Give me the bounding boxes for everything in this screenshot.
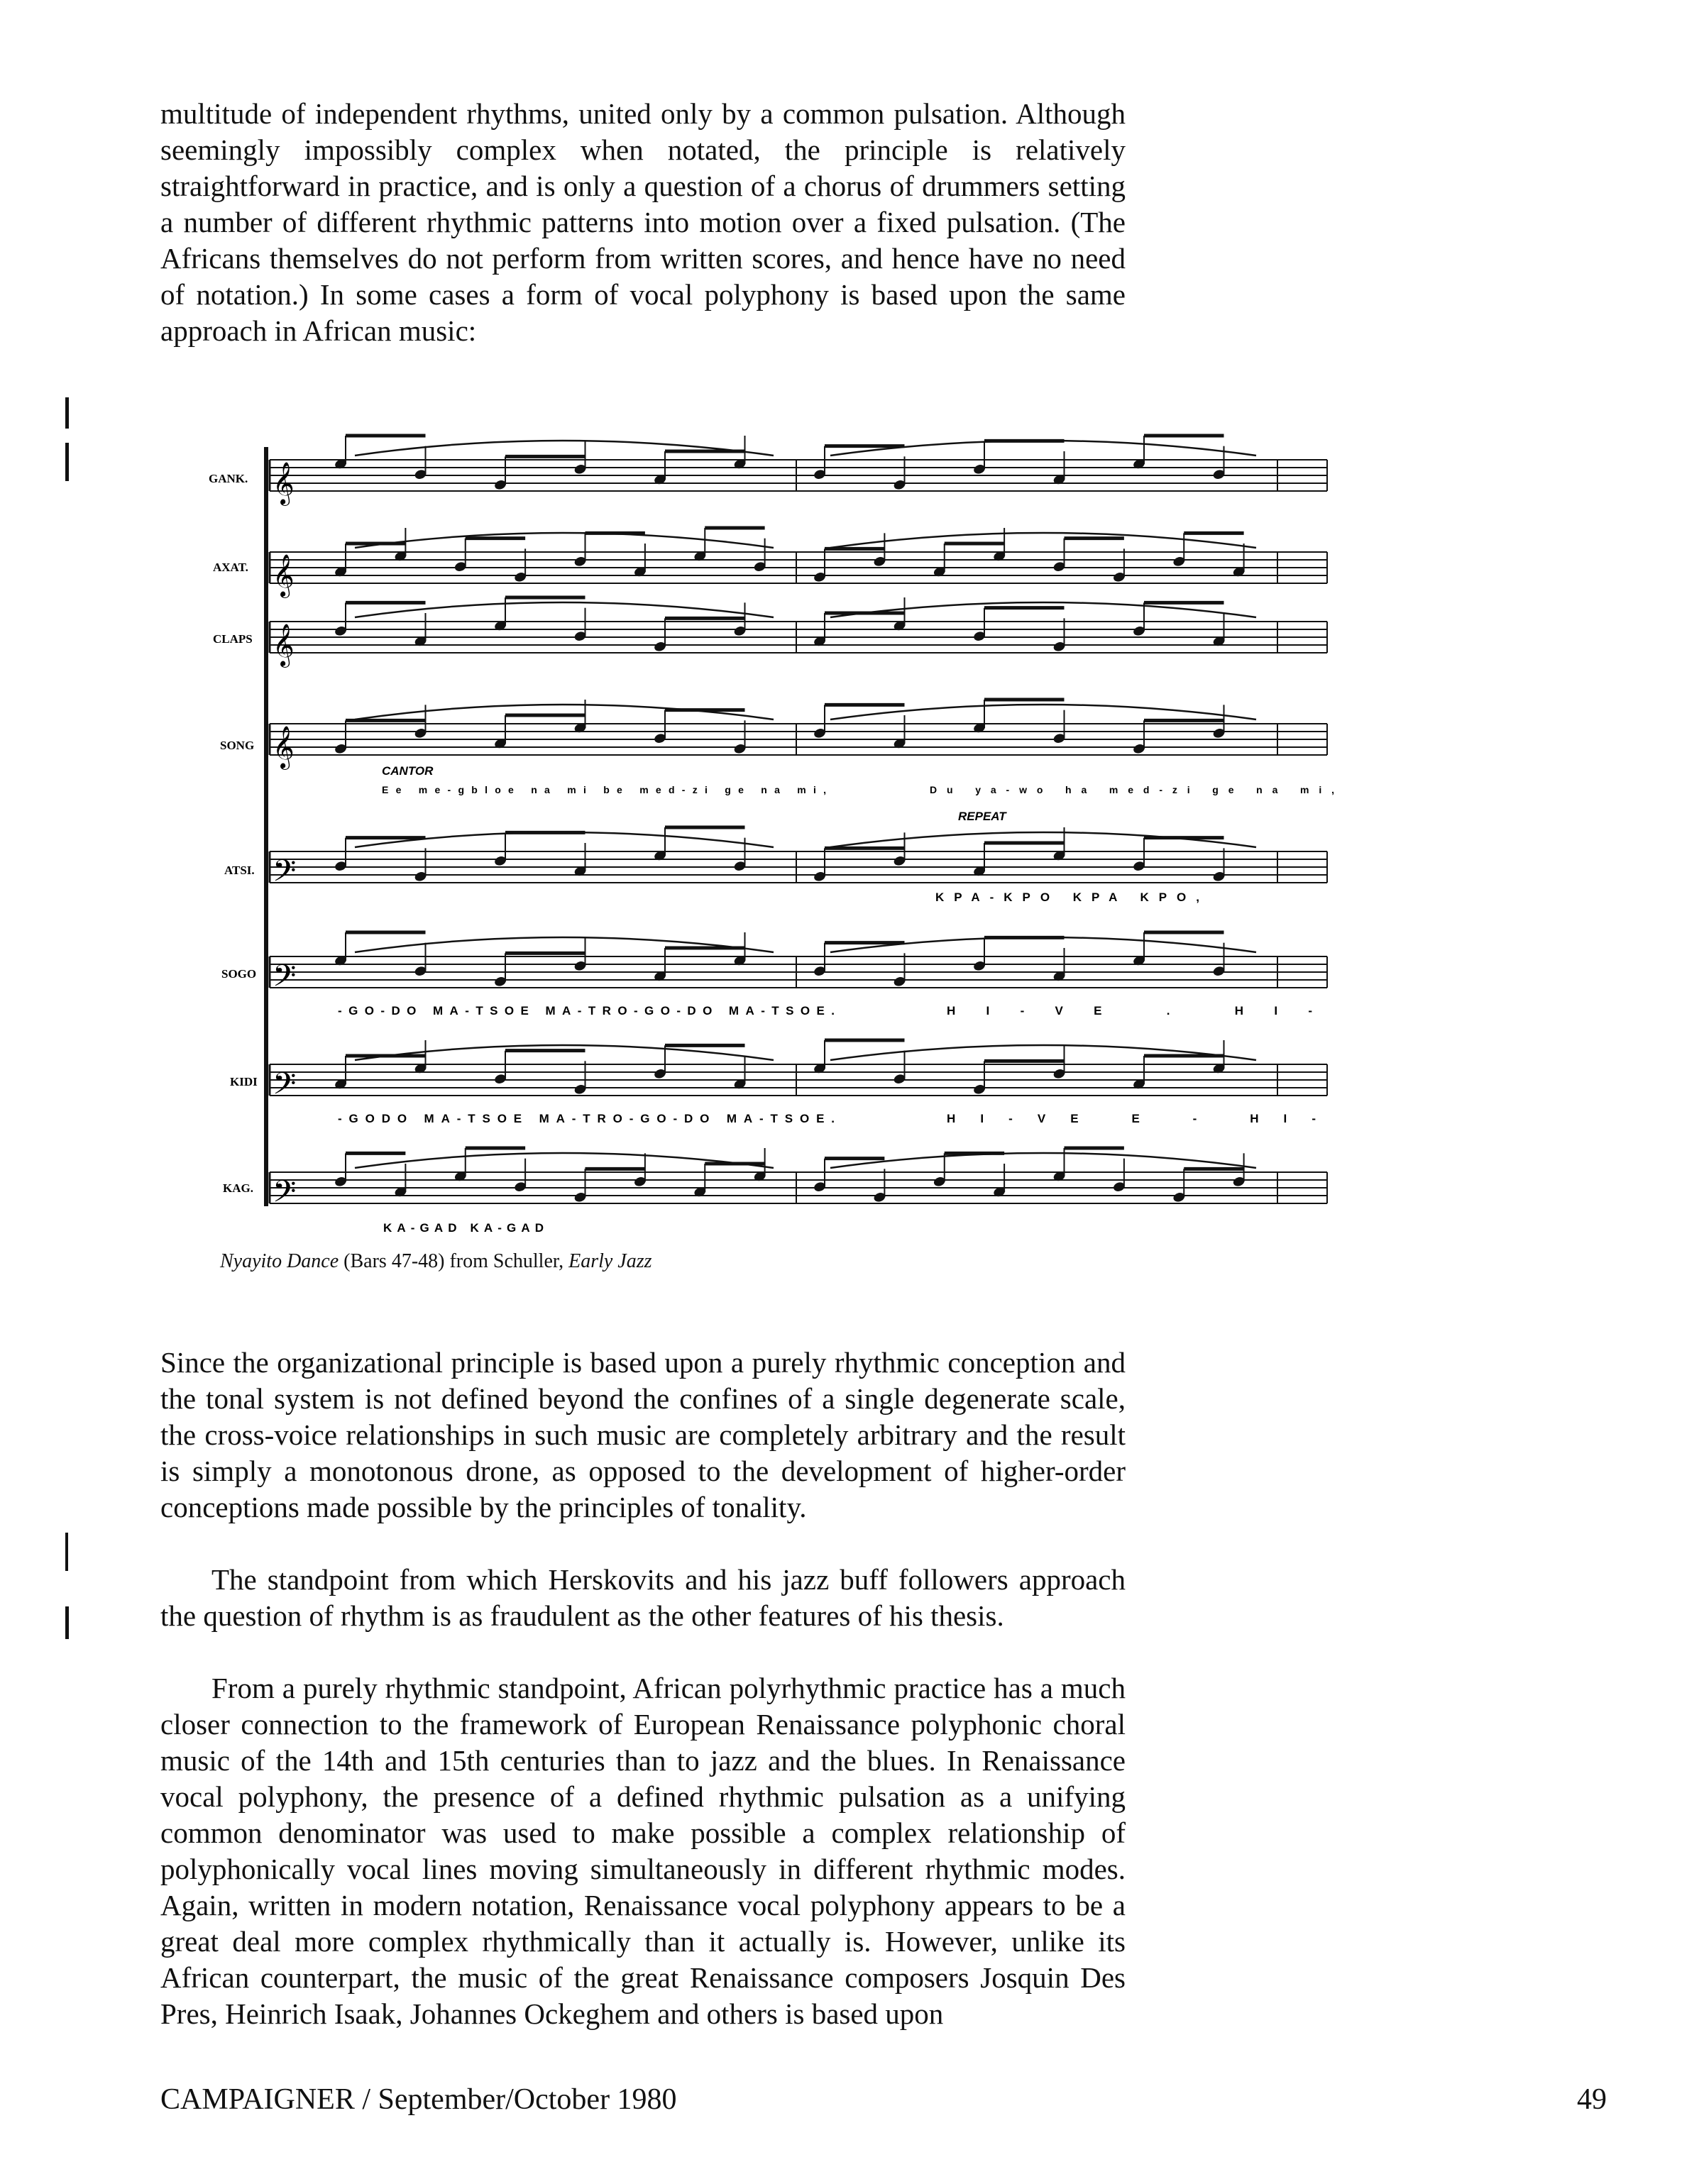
slur [830, 1153, 1256, 1168]
margin-mark [65, 1533, 68, 1571]
atsi-lyrics: KPA-KPO KPA KPO, [935, 890, 1199, 904]
staff-label-atsi: ATSI. [224, 864, 255, 877]
slur [355, 533, 774, 548]
slur [830, 533, 1256, 548]
staff-label-song: SONG [220, 739, 255, 752]
clef-icon: 𝄞 [273, 554, 295, 597]
kag-lyrics: KA-GAD KA-GAD [383, 1221, 544, 1235]
page-number: 49 [1577, 2083, 1607, 2116]
slur [355, 937, 774, 952]
slur [830, 441, 1256, 456]
clef-icon: 𝄞 [273, 624, 295, 666]
song-lyrics-1: Ee me-gbloe na mi be med-zi ge na mi, [382, 784, 827, 795]
staff-label-claps: CLAPS [213, 632, 253, 646]
slur [355, 1153, 774, 1168]
music-score [192, 404, 1334, 1249]
footer-publication: CAMPAIGNER / September/October 1980 [160, 2083, 677, 2116]
slur [355, 705, 774, 719]
kidi-lyrics-2: HI-VE E - HI- [947, 1112, 1316, 1125]
staff-label-gank: GANK. [209, 472, 248, 485]
paragraph-standpoint: The standpoint from which Herskovits and his jazz buff followers approach the question of rhythm is as fraudulent as the other features of his thesis. [160, 1563, 1126, 1632]
staff-label-sogo: SOGO [221, 967, 257, 981]
slur [830, 832, 1256, 847]
paragraph-renaissance: From a purely rhythmic standpoint, African polyrhythmic practice has a much closer connection to the framework of European Renaissance polyphonic choral music of the 14th and 15th centuries than to jazz and the blues. In Renaissance vocal polyphony, the presence of a defined rhythmic pulsation as a unifying common denominator was used to make possible a complex relationship of polyphonically vocal lines moving simultaneously in different rhythmic modes. Again, written in modern notation, Renaissance vocal polyphony appears to be a great deal more complex rhythmically than it actually is. However, unlike its African counterpart, the music of the great Renaissance composers Josquin Des Pres, Heinrich Isaak, Johannes Ockeghem and others is based upon [160, 1672, 1126, 2030]
slur [830, 937, 1256, 952]
margin-mark [65, 1606, 69, 1639]
slur [355, 441, 774, 456]
song-lyrics-2: Du ya-wo ha med-zi ge na mi, [930, 784, 1334, 795]
score-staves [264, 436, 1327, 1217]
staff-label-axat: AXAT. [213, 561, 248, 574]
caption-bars: (Bars 47-48) from Schuller, [343, 1250, 564, 1272]
slur [355, 602, 774, 617]
paragraph-organizational: Since the organizational principle is based upon a purely rhythmic conception and the tonal system is not defined beyond the confines of a single degenerate scale, the cross-voice relationships in such music are completely arbitrary and the result is simply a monotonous drone, as opposed to the development of higher-order conceptions made possible by the principles of tonality. [160, 1346, 1126, 1523]
margin-mark [65, 443, 69, 481]
system-bracket-bottom [264, 710, 268, 1206]
clef-icon: 𝄢 [273, 854, 297, 896]
margin-mark [65, 397, 69, 429]
clef-icon: 𝄢 [273, 959, 297, 1001]
caption-source: Early Jazz [568, 1250, 652, 1272]
slur [830, 602, 1256, 617]
slur [830, 1045, 1256, 1060]
score-labels [209, 472, 258, 1195]
figure-caption [220, 1250, 652, 1273]
clef-icon: 𝄞 [273, 726, 295, 768]
clef-icon: 𝄞 [273, 462, 295, 504]
staff-label-kag: KAG. [223, 1181, 253, 1195]
clef-icon: 𝄢 [273, 1066, 297, 1109]
sogo-lyrics-1: -GO-DO MA-TSOE MA-TRO-GO-DO MA-TSOE. [338, 1004, 835, 1017]
slur [830, 705, 1256, 719]
slur [355, 832, 774, 847]
caption-title: Nyayito Dance [220, 1250, 339, 1272]
staff-label-kidi: KIDI [230, 1075, 258, 1088]
song-cantor-mark: CANTOR [382, 764, 434, 778]
song-repeat-mark: REPEAT [958, 810, 1006, 823]
paragraph-intro: multitude of independent rhythms, united only by a common pulsation. Although seemingly impossibly complex when notated, the principle is relatively straightforward in practice, and is only a question of a chorus of drummers setting a number of different rhythmic patterns into motion over a fixed pulsation. (The Africans themselves do not perform from written scores, and hence have no need of notation.) In some cases a form of vocal polyphony is based upon the same approach in African music: [160, 97, 1126, 347]
sogo-lyrics-2: HI-VE . HI- [947, 1004, 1312, 1017]
clef-icon: 𝄢 [273, 1174, 297, 1217]
slur [355, 1045, 774, 1060]
kidi-lyrics-1: -GODO MA-TSOE MA-TRO-GO-DO MA-TSOE. [338, 1112, 835, 1125]
system-bracket-top [264, 447, 268, 710]
